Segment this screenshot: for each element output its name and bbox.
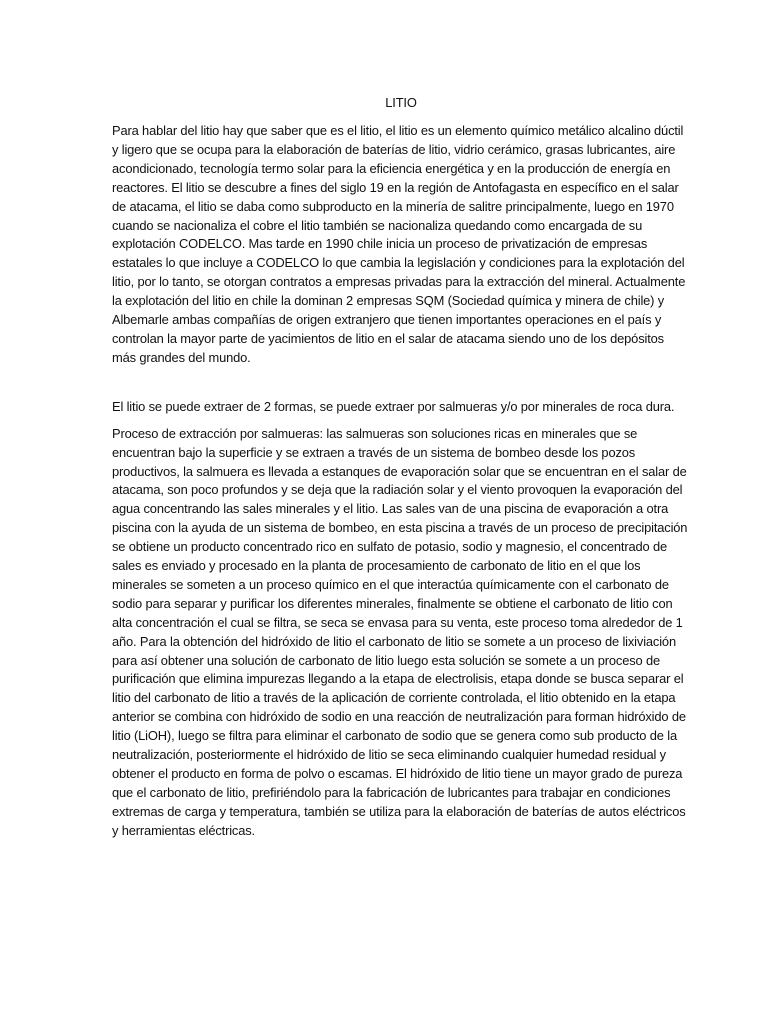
paragraph-intro: Para hablar del litio hay que saber que es el litio, el litio es un elemento químico metálico alcalino dúctil y ligero que se ocupa para la elaboración de baterías de litio, vidrio cerámico, grasas lubricantes, aire acondicionado, tecnología termo solar para la eficiencia energética y en la producción de energía en reactores. El litio se descubre a fines del siglo 19 en la región de Antofagasta en específico en el salar de atacama, el litio se daba como subproducto en la minería de salitre principalmente, luego en 1970 cuando se nacionaliza el cobre el litio también se nacionaliza quedando como encargada de su explotación CODELCO. Mas tarde en 1990 chile inicia un proceso de privatización de empresas estatales lo que incluye a CODELCO lo que cambia la legislación y condiciones para la explotación del litio, por lo tanto, se otorgan contratos a empresas privadas para la extracción del mineral. Actualmente la explotación del litio en chile la dominan 2 empresas SQM (Sociedad química y minera de chile) y Albemarle ambas compañías de origen extranjero que tienen importantes operaciones en el país y controlan la mayor parte de yacimientos de litio en el salar de atacama siendo uno de los depósitos más grandes del mundo. [112,123,686,365]
document-title: LITIO [385,95,417,110]
paragraph-extraction-methods: El litio se puede extraer de 2 formas, se puede extraer por salmueras y/o por minerales de roca dura. [112,398,675,414]
paragraph-spacer [112,417,690,425]
paragraph-spacer [112,368,690,398]
paragraph-brine-process: Proceso de extracción por salmueras: las salmueras son soluciones ricas en minerales que se encuentran bajo la superficie y se extraen a través de un sistema de bombeo desde los pozos productivos, la salmuera es llevada a estanques de evaporación solar que se encuentran en el salar de atacama, son poco profundos y se deja que la radiación solar y el viento provoquen la evaporación del agua concentrando las sales minerales y el litio. Las sales van de una piscina de evaporación a otra piscina con la ayuda de un sistema de bombeo, en esta piscina a través de un proceso de precipitación se obtiene un producto concentrado rico en sulfato de potasio, sodio y magnesio, el concentrado de sales es enviado y procesado en la planta de procesamiento de carbonato de litio en el que los minerales se someten a un proceso químico en el que interactúa químicamente con el carbonato de sodio para separar y purificar los diferentes minerales, finalmente se obtiene el carbonato de litio con alta concentración el cual se filtra, se seca se envasa para su venta, este proceso toma alrededor de 1 año. Para la obtención del hidróxido de litio el carbonato de litio se somete a un proceso de lixiviación para así obtener una solución de carbonato de litio luego esta solución se somete a un proceso de purificación que elimina impurezas llegando a la etapa de electrolisis, etapa donde se busca separar el litio del carbonato de litio a través de la aplicación de corriente controlada, el litio obtenido en la etapa anterior se combina con hidróxido de sodio en una reacción de neutralización para forman hidróxido de litio (LiOH), luego se filtra para eliminar el carbonato de sodio que se genera como sub producto de la neutralización, posteriormente el hidróxido de litio se seca eliminando cualquier humedad residual y obtener el producto en forma de polvo o escamas. El hidróxido de litio tiene un mayor grado de pureza que el carbonato de litio, prefiriéndolo para la fabricación de lubricantes para trabajar en condiciones extremas de carga y temperatura, también se utiliza para la elaboración de baterías de autos eléctricos y herramientas eléctricas. [112,425,688,838]
document-body [112,94,690,841]
